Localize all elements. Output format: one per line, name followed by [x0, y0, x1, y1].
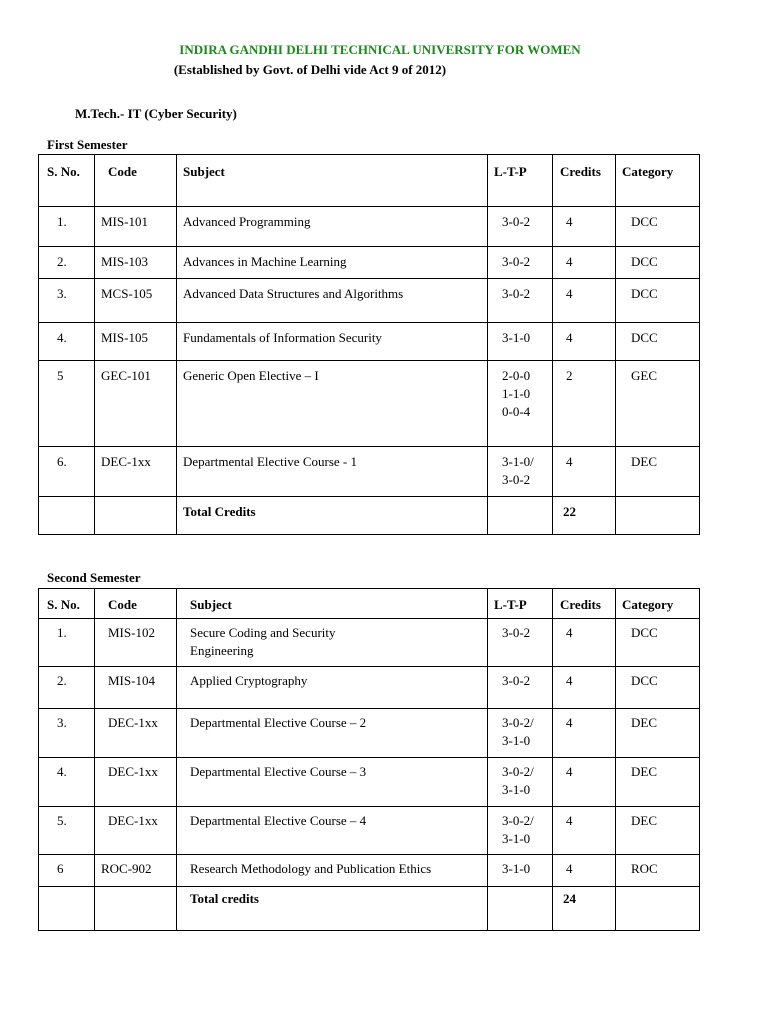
total-empty: [39, 887, 95, 931]
row-category: DEC: [616, 709, 700, 758]
row-code: DEC-1xx: [95, 758, 177, 807]
row-code: MCS-105: [95, 279, 177, 323]
row-subject: Fundamentals of Information Security: [177, 323, 488, 361]
row-sno: 3.: [39, 279, 95, 323]
total-empty: [616, 497, 700, 535]
row-subject: Departmental Elective Course – 2: [177, 709, 488, 758]
row-credits: 4: [553, 667, 616, 709]
row-ltp: 3-0-2/ 3-1-0: [488, 758, 553, 807]
row-ltp: 3-0-2: [488, 207, 553, 247]
header-sno: S. No.: [39, 155, 95, 207]
total-credits-value: 24: [553, 887, 616, 931]
row-category: DCC: [616, 207, 700, 247]
header-subject: Subject: [177, 589, 488, 619]
table-row: [39, 323, 700, 361]
total-credits-value: 22: [553, 497, 616, 535]
row-subject: Secure Coding and Security Engineering: [177, 619, 488, 667]
row-sno: 2.: [39, 667, 95, 709]
header-code: Code: [95, 589, 177, 619]
table-row: [39, 619, 700, 667]
table-row: [39, 807, 700, 855]
row-category: GEC: [616, 361, 700, 447]
header-ltp: L-T-P: [488, 155, 553, 207]
table-row: [39, 709, 700, 758]
row-sno: 5.: [39, 807, 95, 855]
total-empty: [488, 887, 553, 931]
row-ltp: 3-0-2: [488, 279, 553, 323]
total-row: [39, 497, 700, 535]
header-subject: Subject: [177, 155, 488, 207]
total-empty: [488, 497, 553, 535]
row-code: DEC-1xx: [95, 807, 177, 855]
table-header-row: [39, 155, 700, 207]
row-credits: 4: [553, 709, 616, 758]
total-credits-label: Total credits: [177, 887, 488, 931]
row-credits: 4: [553, 247, 616, 279]
row-code: GEC-101: [95, 361, 177, 447]
row-code: ROC-902: [95, 855, 177, 887]
row-subject: Departmental Elective Course – 3: [177, 758, 488, 807]
row-code: MIS-105: [95, 323, 177, 361]
row-subject: Advanced Data Structures and Algorithms: [177, 279, 488, 323]
header-sno: S. No.: [39, 589, 95, 619]
row-category: ROC: [616, 855, 700, 887]
row-code: MIS-104: [95, 667, 177, 709]
row-credits: 4: [553, 279, 616, 323]
row-ltp: 3-1-0: [488, 323, 553, 361]
row-sno: 6.: [39, 447, 95, 497]
row-ltp: 3-1-0: [488, 855, 553, 887]
university-title: INDIRA GANDHI DELHI TECHNICAL UNIVERSITY FOR WOMEN: [179, 42, 581, 57]
table-row: [39, 855, 700, 887]
header-credits: Credits: [553, 589, 616, 619]
row-sno: 3.: [39, 709, 95, 758]
header-credits: Credits: [553, 155, 616, 207]
row-credits: 4: [553, 207, 616, 247]
row-code: DEC-1xx: [95, 709, 177, 758]
table-row: [39, 667, 700, 709]
header-category: Category: [616, 155, 700, 207]
row-sno: 1.: [39, 619, 95, 667]
row-sno: 5: [39, 361, 95, 447]
total-empty: [39, 497, 95, 535]
row-category: DCC: [616, 667, 700, 709]
row-category: DEC: [616, 758, 700, 807]
total-credits-label: Total Credits: [177, 497, 488, 535]
table-row: [39, 247, 700, 279]
row-credits: 4: [553, 323, 616, 361]
first-semester-table: [38, 154, 700, 535]
row-sno: 1.: [39, 207, 95, 247]
total-row: [39, 887, 700, 931]
program-title: M.Tech.- IT (Cyber Security): [75, 106, 237, 121]
first-semester-label: First Semester: [47, 137, 128, 152]
row-ltp: 3-0-2: [488, 247, 553, 279]
row-category: DCC: [616, 323, 700, 361]
row-sno: 4.: [39, 323, 95, 361]
row-credits: 4: [553, 619, 616, 667]
row-category: DEC: [616, 807, 700, 855]
row-ltp: 3-0-2: [488, 667, 553, 709]
row-code: DEC-1xx: [95, 447, 177, 497]
total-empty: [95, 497, 177, 535]
row-category: DEC: [616, 447, 700, 497]
row-code: MIS-102: [95, 619, 177, 667]
row-category: DCC: [616, 247, 700, 279]
row-code: MIS-101: [95, 207, 177, 247]
header-category: Category: [616, 589, 700, 619]
establishment-note: (Established by Govt. of Delhi vide Act 9 of 2012): [173, 62, 447, 77]
row-sno: 2.: [39, 247, 95, 279]
total-empty: [95, 887, 177, 931]
row-ltp: 3-0-2/ 3-1-0: [488, 709, 553, 758]
row-subject: Departmental Elective Course – 4: [177, 807, 488, 855]
table-row: [39, 279, 700, 323]
table-row: [39, 361, 700, 447]
row-credits: 4: [553, 447, 616, 497]
table-row: [39, 758, 700, 807]
row-credits: 4: [553, 807, 616, 855]
row-credits: 2: [553, 361, 616, 447]
row-code: MIS-103: [95, 247, 177, 279]
header-ltp: L-T-P: [488, 589, 553, 619]
row-ltp: 2-0-0 1-1-0 0-0-4: [488, 361, 553, 447]
row-subject: Applied Cryptography: [177, 667, 488, 709]
row-sno: 6: [39, 855, 95, 887]
row-subject: Advanced Programming: [177, 207, 488, 247]
row-subject: Departmental Elective Course - 1: [177, 447, 488, 497]
table-header-row: [39, 589, 700, 619]
row-sno: 4.: [39, 758, 95, 807]
table-row: [39, 207, 700, 247]
row-category: DCC: [616, 279, 700, 323]
row-subject: Advances in Machine Learning: [177, 247, 488, 279]
header-code: Code: [95, 155, 177, 207]
second-semester-label: Second Semester: [47, 570, 141, 585]
row-subject: Research Methodology and Publication Ethics: [177, 855, 488, 887]
total-empty: [616, 887, 700, 931]
row-credits: 4: [553, 758, 616, 807]
row-credits: 4: [553, 855, 616, 887]
row-ltp: 3-0-2: [488, 619, 553, 667]
row-ltp: 3-1-0/ 3-0-2: [488, 447, 553, 497]
row-ltp: 3-0-2/ 3-1-0: [488, 807, 553, 855]
row-subject: Generic Open Elective – I: [177, 361, 488, 447]
table-row: [39, 447, 700, 497]
row-category: DCC: [616, 619, 700, 667]
second-semester-table: [38, 588, 700, 931]
